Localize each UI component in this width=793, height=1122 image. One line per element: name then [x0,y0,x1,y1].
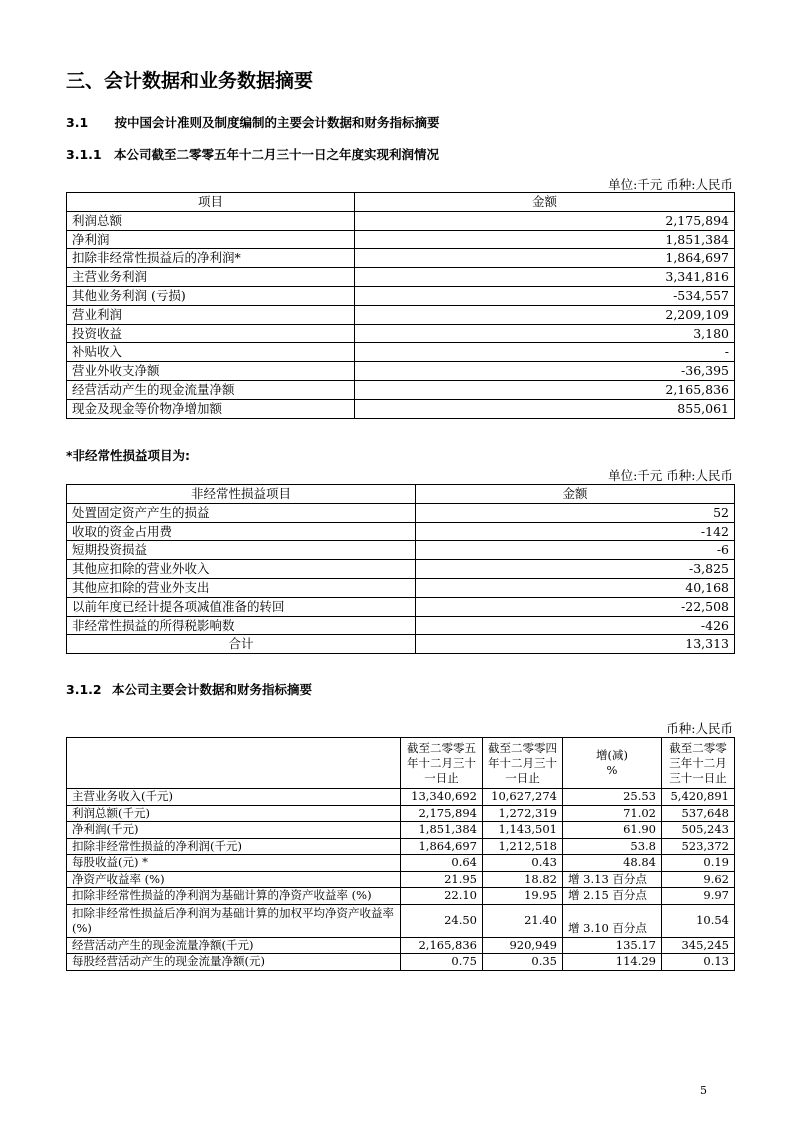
section-title: 本公司主要会计数据和财务指标摘要 [111,682,312,697]
value-change: 71.02 [563,805,662,822]
value-2004: 920,949 [483,937,563,954]
row-value: 1,864,697 [355,249,735,268]
value-2004: 19.95 [483,888,563,905]
table-row [67,805,735,822]
row-value: 855,061 [355,399,735,418]
row-value: 40,168 [416,578,735,597]
row-value: -3,825 [416,560,735,579]
row-value: -6 [416,541,735,560]
header-amount: 金额 [416,485,735,504]
table-row [67,305,735,324]
table-row [67,522,735,541]
table-row [67,855,735,872]
header-item: 非经常性损益项目 [67,485,416,504]
row-item: 经营活动产生的现金流量净额(千元) [67,937,401,954]
table-row [67,211,735,230]
row-item: 投资收益 [67,324,355,343]
value-2003: 10.54 [662,904,735,937]
table-row [67,503,735,522]
table-row [67,954,735,971]
value-2003: 345,245 [662,937,735,954]
financial-indicators-table [66,737,735,971]
header-2003: 截至二零零三年十二月三十一日止 [662,738,735,789]
total-value: 13,313 [416,635,735,654]
row-item: 其他应扣除的营业外支出 [67,578,416,597]
value-2004: 1,272,319 [483,805,563,822]
header-blank [67,738,401,789]
value-2005: 1,851,384 [401,822,483,839]
value-2004: 1,143,501 [483,822,563,839]
section-number: 3.1 [66,115,89,130]
value-2005: 21.95 [401,871,483,888]
value-2003: 505,243 [662,822,735,839]
value-2004: 1,212,518 [483,838,563,855]
unit-currency-note: 单位:千元 币种:人民币 [608,177,733,192]
value-change: 48.84 [563,855,662,872]
value-2005: 13,340,692 [401,789,483,806]
row-item: 扣除非经常性损益后净利润为基础计算的加权平均净资产收益率 (%) [67,904,401,937]
value-2003: 5,420,891 [662,789,735,806]
header-item: 项目 [67,193,355,212]
table-row [67,560,735,579]
section-number: 3.1.1 [66,147,102,162]
value-2005: 24.50 [401,904,483,937]
header-2005: 截至二零零五年十二月三十一日止 [401,738,483,789]
section-3-1-2-heading [66,680,312,698]
row-item: 收取的资金占用费 [67,522,416,541]
value-2005: 0.75 [401,954,483,971]
table-row [67,230,735,249]
row-value: - [355,343,735,362]
table-row [67,822,735,839]
table-header-row [67,738,735,789]
nonrecurring-title: *非经常性损益项目为: [66,448,191,463]
profit-table [66,192,735,419]
table-row [67,268,735,287]
value-2003: 537,648 [662,805,735,822]
nonrecurring-table [66,484,735,654]
row-item: 利润总额(千元) [67,805,401,822]
row-value: 3,180 [355,324,735,343]
row-item: 经营活动产生的现金流量净额 [67,380,355,399]
row-item: 非经常性损益的所得税影响数 [67,616,416,635]
row-item: 扣除非经常性损益的净利润(千元) [67,838,401,855]
value-2004: 0.35 [483,954,563,971]
row-item: 现金及现金等价物净增加额 [67,399,355,418]
value-change: 增 2.15 百分点 [563,888,662,905]
value-2005: 1,864,697 [401,838,483,855]
value-change: 114.29 [563,954,662,971]
row-item: 营业利润 [67,305,355,324]
value-change: 25.53 [563,789,662,806]
row-value: 2,209,109 [355,305,735,324]
table-row [67,399,735,418]
section-3-1-heading [66,113,440,131]
row-item: 处置固定资产产生的损益 [67,503,416,522]
header-amount: 金额 [355,193,735,212]
value-change: 增 3.10 百分点 [563,904,662,937]
value-change: 61.90 [563,822,662,839]
row-item: 补贴收入 [67,343,355,362]
table-row [67,838,735,855]
row-item: 净利润(千元) [67,822,401,839]
row-item: 其他业务利润 (亏损) [67,286,355,305]
table-row [67,380,735,399]
table-row [67,362,735,381]
header-change: 增(减) % [563,738,662,789]
value-2005: 22.10 [401,888,483,905]
page-title: 三、会计数据和业务数据摘要 [66,70,314,92]
value-2003: 9.97 [662,888,735,905]
table-header-row [67,485,735,504]
value-2003: 0.19 [662,855,735,872]
value-2004: 21.40 [483,904,563,937]
row-item: 净资产收益率 (%) [67,871,401,888]
table-row [67,904,735,937]
row-item: 主营业务收入(千元) [67,789,401,806]
row-item: 其他应扣除的营业外收入 [67,560,416,579]
row-item: 以前年度已经计提各项减值准备的转回 [67,597,416,616]
section-title: 按中国会计准则及制度编制的主要会计数据和财务指标摘要 [114,115,440,130]
row-value: -426 [416,616,735,635]
row-item: 主营业务利润 [67,268,355,287]
row-item: 营业外收支净额 [67,362,355,381]
table-row [67,888,735,905]
value-2005: 2,175,894 [401,805,483,822]
value-change: 135.17 [563,937,662,954]
value-change: 53.8 [563,838,662,855]
row-value: -534,557 [355,286,735,305]
row-item: 每股收益(元) * [67,855,401,872]
header-2004: 截至二零零四年十二月三十一日止 [483,738,563,789]
value-2005: 2,165,836 [401,937,483,954]
row-item: 每股经营活动产生的现金流量净额(元) [67,954,401,971]
table-row [67,937,735,954]
table-row [67,324,735,343]
row-value: -36,395 [355,362,735,381]
row-value: -142 [416,522,735,541]
value-2004: 10,627,274 [483,789,563,806]
row-item: 短期投资损益 [67,541,416,560]
row-value: 2,165,836 [355,380,735,399]
table-row [67,286,735,305]
row-value: 1,851,384 [355,230,735,249]
row-value: -22,508 [416,597,735,616]
value-2003: 0.13 [662,954,735,971]
row-item: 利润总额 [67,211,355,230]
table-row [67,871,735,888]
total-label: 合计 [67,635,416,654]
row-value: 3,341,816 [355,268,735,287]
table-row [67,789,735,806]
value-2003: 9.62 [662,871,735,888]
value-change: 增 3.13 百分点 [563,871,662,888]
row-item: 扣除非经常性损益的净利润为基础计算的净资产收益率 (%) [67,888,401,905]
value-2004: 18.82 [483,871,563,888]
section-number: 3.1.2 [66,682,102,697]
unit-currency-note: 单位:千元 币种:人民币 [608,468,733,483]
section-3-1-1-heading [66,145,439,163]
value-2003: 523,372 [662,838,735,855]
value-2005: 0.64 [401,855,483,872]
table-row [67,616,735,635]
page-number: 5 [700,1084,707,1097]
row-value: 52 [416,503,735,522]
value-2004: 0.43 [483,855,563,872]
table-header-row [67,193,735,212]
table-row [67,578,735,597]
row-item: 扣除非经常性损益后的净利润* [67,249,355,268]
table-row [67,343,735,362]
section-title: 本公司截至二零零五年十二月三十一日之年度实现利润情况 [113,147,439,162]
table-row [67,597,735,616]
row-item: 净利润 [67,230,355,249]
row-value: 2,175,894 [355,211,735,230]
total-row [67,635,735,654]
currency-note: 币种:人民币 [666,721,733,736]
table-row [67,249,735,268]
table-row [67,541,735,560]
